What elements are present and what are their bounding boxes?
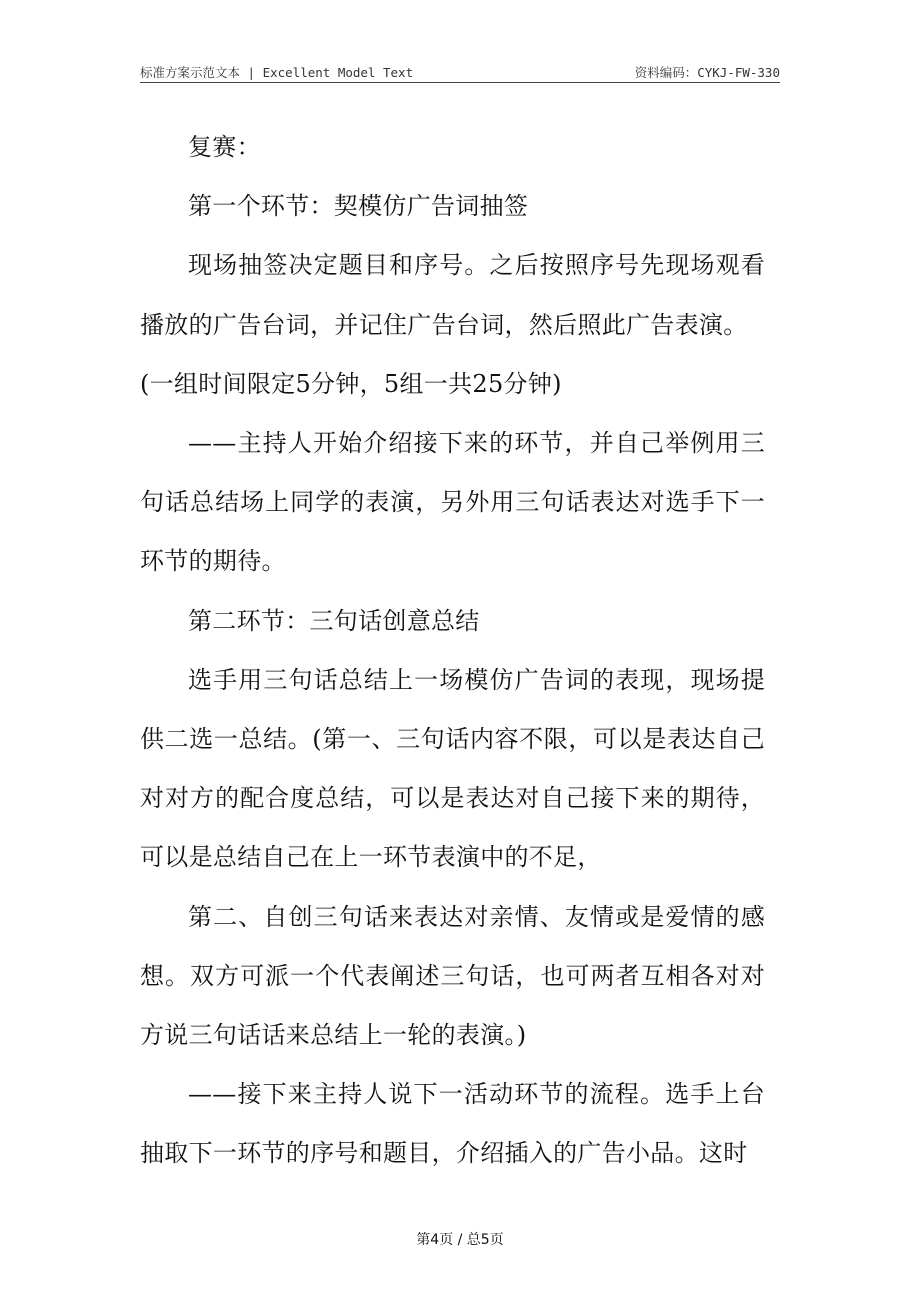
header-doc-code: 资料编码：CYKJ-FW-330: [634, 65, 780, 80]
header-doc-title: 标准方案示范文本 | Excellent Model Text: [140, 65, 414, 80]
page-header: [140, 60, 780, 83]
paragraph-section-two-title: 第二环节：三句话创意总结: [188, 606, 480, 635]
paragraph-final-round-heading: 复赛：: [188, 133, 261, 161]
paragraph-section-two-body: 选手用三句话总结上一场模仿广告词的表现，现场提供二选一总结。(第一、三句话内容不限，可以是表达自己对对方的配合度总结，可以是表达对自己接下来的期待，可以是总结自己在上一环节表演中的不足，: [140, 665, 765, 872]
paragraph-time-limit: (一组时间限定5分钟，5组一共25分钟): [140, 369, 562, 398]
document-body: [140, 118, 765, 1184]
paragraph-section-one-body: 现场抽签决定题目和序号。之后按照序号先现场观看播放的广告台词，并记住广告台词，然后照此广告表演。: [140, 251, 765, 339]
page-number: 第4页 / 总5页: [416, 1232, 504, 1248]
paragraph-section-one-title: 第一个环节：契模仿广告词抽签: [188, 192, 529, 221]
paragraph-next-flow: ——接下来主持人说下一活动环节的流程。选手上台抽取下一环节的序号和题目，介绍插入的广告小品。这时: [140, 1080, 765, 1168]
paragraph-host-intro: ——主持人开始介绍接下来的环节，并自己举例用三句话总结场上同学的表演，另外用三句话表达对选手下一环节的期待。: [140, 429, 765, 576]
paragraph-option-two: 第二、自创三句话来表达对亲情、友情或是爱情的感想。双方可派一个代表阐述三句话，也可两者互相各对对方说三句话话来总结上一轮的表演。): [140, 902, 765, 1050]
